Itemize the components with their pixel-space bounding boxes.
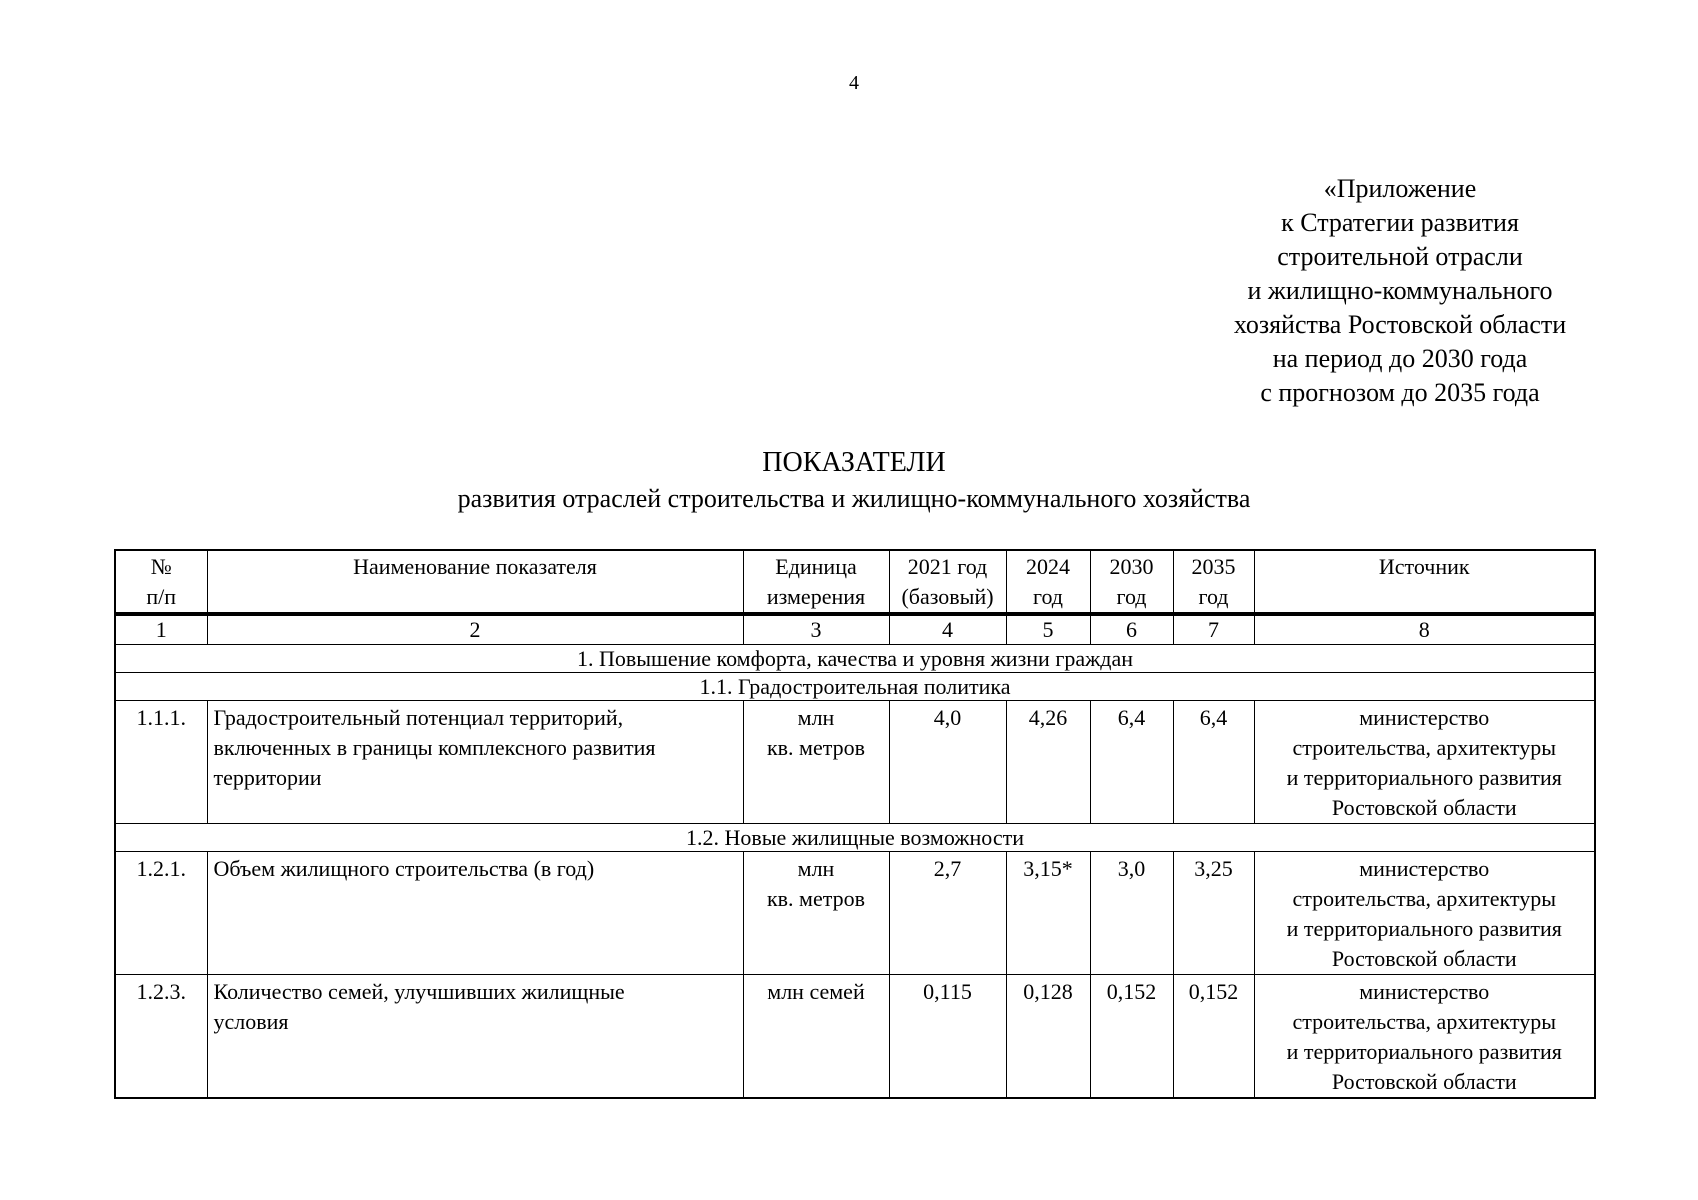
column-number-row (115, 614, 1595, 645)
column-number: 7 (1173, 614, 1254, 645)
value-2021: 0,115 (889, 975, 1006, 1099)
value-2035: 0,152 (1173, 975, 1254, 1099)
header-2030: 2030 год (1090, 550, 1173, 614)
table-header-row (115, 550, 1595, 614)
column-number: 8 (1254, 614, 1595, 645)
header-2024: 2024 год (1006, 550, 1090, 614)
column-number: 6 (1090, 614, 1173, 645)
column-number: 3 (743, 614, 889, 645)
section-title: 1. Повышение комфорта, качества и уровня жизни граждан (115, 645, 1595, 673)
row-number: 1.2.3. (115, 975, 207, 1099)
header-2021: 2021 год (базовый) (889, 550, 1006, 614)
header-source: Источник (1254, 550, 1595, 614)
table-row (115, 852, 1595, 975)
subsection-title: 1.1. Градостроительная политика (115, 673, 1595, 701)
appendix-line: строительной отрасли (1277, 242, 1523, 271)
value-2030: 0,152 (1090, 975, 1173, 1099)
column-number: 2 (207, 614, 743, 645)
value-2021: 4,0 (889, 701, 1006, 824)
appendix-line: к Стратегии развития (1281, 208, 1519, 237)
unit: млн кв. метров (743, 852, 889, 975)
source: министерство строительства, архитектуры и территориального развития Ростовской области (1254, 975, 1595, 1099)
appendix-heading (1180, 172, 1620, 410)
appendix-line: «Приложение (1323, 174, 1477, 203)
value-2024: 4,26 (1006, 701, 1090, 824)
value-2021: 2,7 (889, 852, 1006, 975)
column-number: 5 (1006, 614, 1090, 645)
appendix-line: хозяйства Ростовской области (1233, 310, 1567, 339)
value-2030: 3,0 (1090, 852, 1173, 975)
unit: млн семей (743, 975, 889, 1099)
indicator-name: Градостроительный потенциал территорий, включенных в границы комплексного развития территории (207, 701, 743, 824)
page-number: 4 (849, 72, 859, 94)
appendix-line: на период до 2030 года (1272, 344, 1528, 373)
value-2024: 0,128 (1006, 975, 1090, 1099)
row-number: 1.1.1. (115, 701, 207, 824)
source: министерство строительства, архитектуры и территориального развития Ростовской области (1254, 701, 1595, 824)
header-2035: 2035 год (1173, 550, 1254, 614)
document-subtitle: развития отраслей строительства и жилищно-коммунального хозяйства (457, 484, 1251, 513)
value-2035: 3,25 (1173, 852, 1254, 975)
source: министерство строительства, архитектуры и территориального развития Ростовской области (1254, 852, 1595, 975)
table-row (115, 701, 1595, 824)
column-number: 1 (115, 614, 207, 645)
subsection-title: 1.2. Новые жилищные возможности (115, 824, 1595, 852)
document-title: ПОКАЗАТЕЛИ (762, 447, 946, 478)
indicator-name: Объем жилищного строительства (в год) (207, 852, 743, 975)
appendix-line: и жилищно-коммунального (1247, 276, 1553, 305)
value-2024: 3,15* (1006, 852, 1090, 975)
column-number: 4 (889, 614, 1006, 645)
unit: млн кв. метров (743, 701, 889, 824)
header-number: № п/п (115, 550, 207, 614)
subsection-row (115, 673, 1595, 701)
value-2030: 6,4 (1090, 701, 1173, 824)
section-row (115, 645, 1595, 673)
appendix-line: с прогнозом до 2035 года (1260, 378, 1540, 407)
table-row (115, 975, 1595, 1099)
indicator-name: Количество семей, улучшивших жилищные условия (207, 975, 743, 1099)
row-number: 1.2.1. (115, 852, 207, 975)
indicators-table (114, 549, 1596, 1099)
value-2035: 6,4 (1173, 701, 1254, 824)
subsection-row (115, 824, 1595, 852)
header-indicator-name: Наименование показателя (207, 550, 743, 614)
header-unit: Единица измерения (743, 550, 889, 614)
